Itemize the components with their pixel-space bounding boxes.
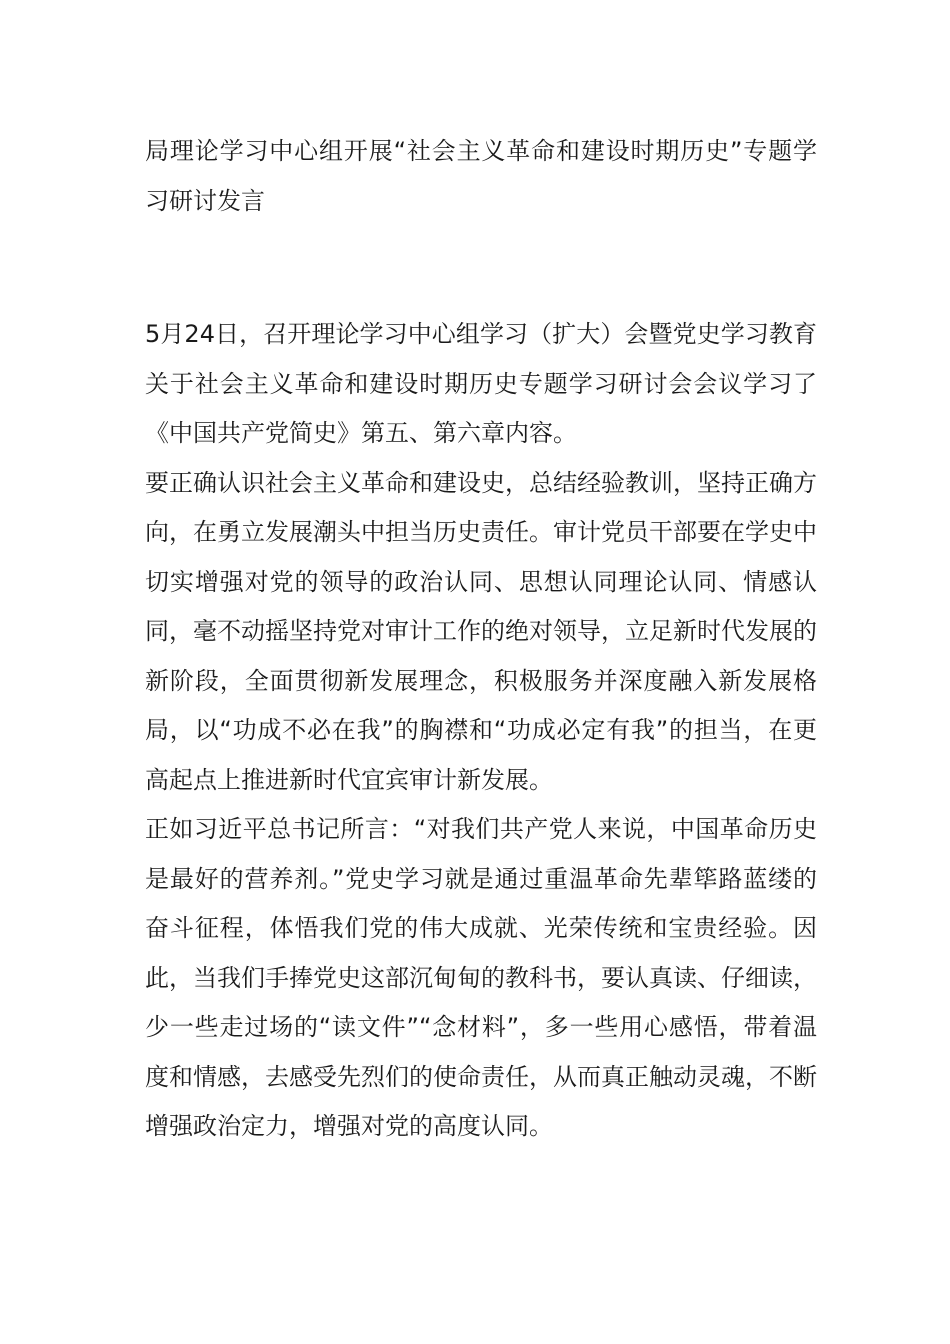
paragraph-meeting: 5月24日，召开理论学习中心组学习（扩大）会暨党史学习教育关于社会主义革命和建设时期历史专题学习研讨会会议学习了《中国共产党简史》第五、第六章内容。 [145, 320, 817, 447]
paragraph-history-study: 正如习近平总书记所言：“对我们共产党人来说，中国革命历史是最好的营养剂。”党史学习就是通过重温革命先辈筚路蓝缕的奋斗征程，体悟我们党的伟大成就、光荣传统和宝贵经验。因此，当我们手捧党史这部沉甸甸的教科书，要认真读、仔细读，少一些走过场的“读文件”“念材料”，多一些用心感悟，带着温度和情感，去感受先烈们的使命责任，从而真正触动灵魂，不断增强政治定力，增强对党的高度认同。 [145, 815, 817, 1140]
paragraph-responsibility: 要正确认识社会主义革命和建设史，总结经验教训，坚持正确方向，在勇立发展潮头中担当历史责任。审计党员干部要在学史中切实增强对党的领导的政治认同、思想认同理论认同、情感认同，毫不动摇坚持党对审计工作的绝对领导，立足新时代发展的新阶段，全面贯彻新发展理念，积极服务并深度融入新发展格局，以“功成不必在我”的胸襟和“功成必定有我”的担当，在更高起点上推进新时代宜宾审计新发展。 [145, 468, 817, 794]
title-spacer [145, 226, 817, 310]
document-title: 局理论学习中心组开展“社会主义革命和建设时期历史”专题学习研讨发言 [145, 137, 817, 215]
document-body [145, 126, 817, 1152]
